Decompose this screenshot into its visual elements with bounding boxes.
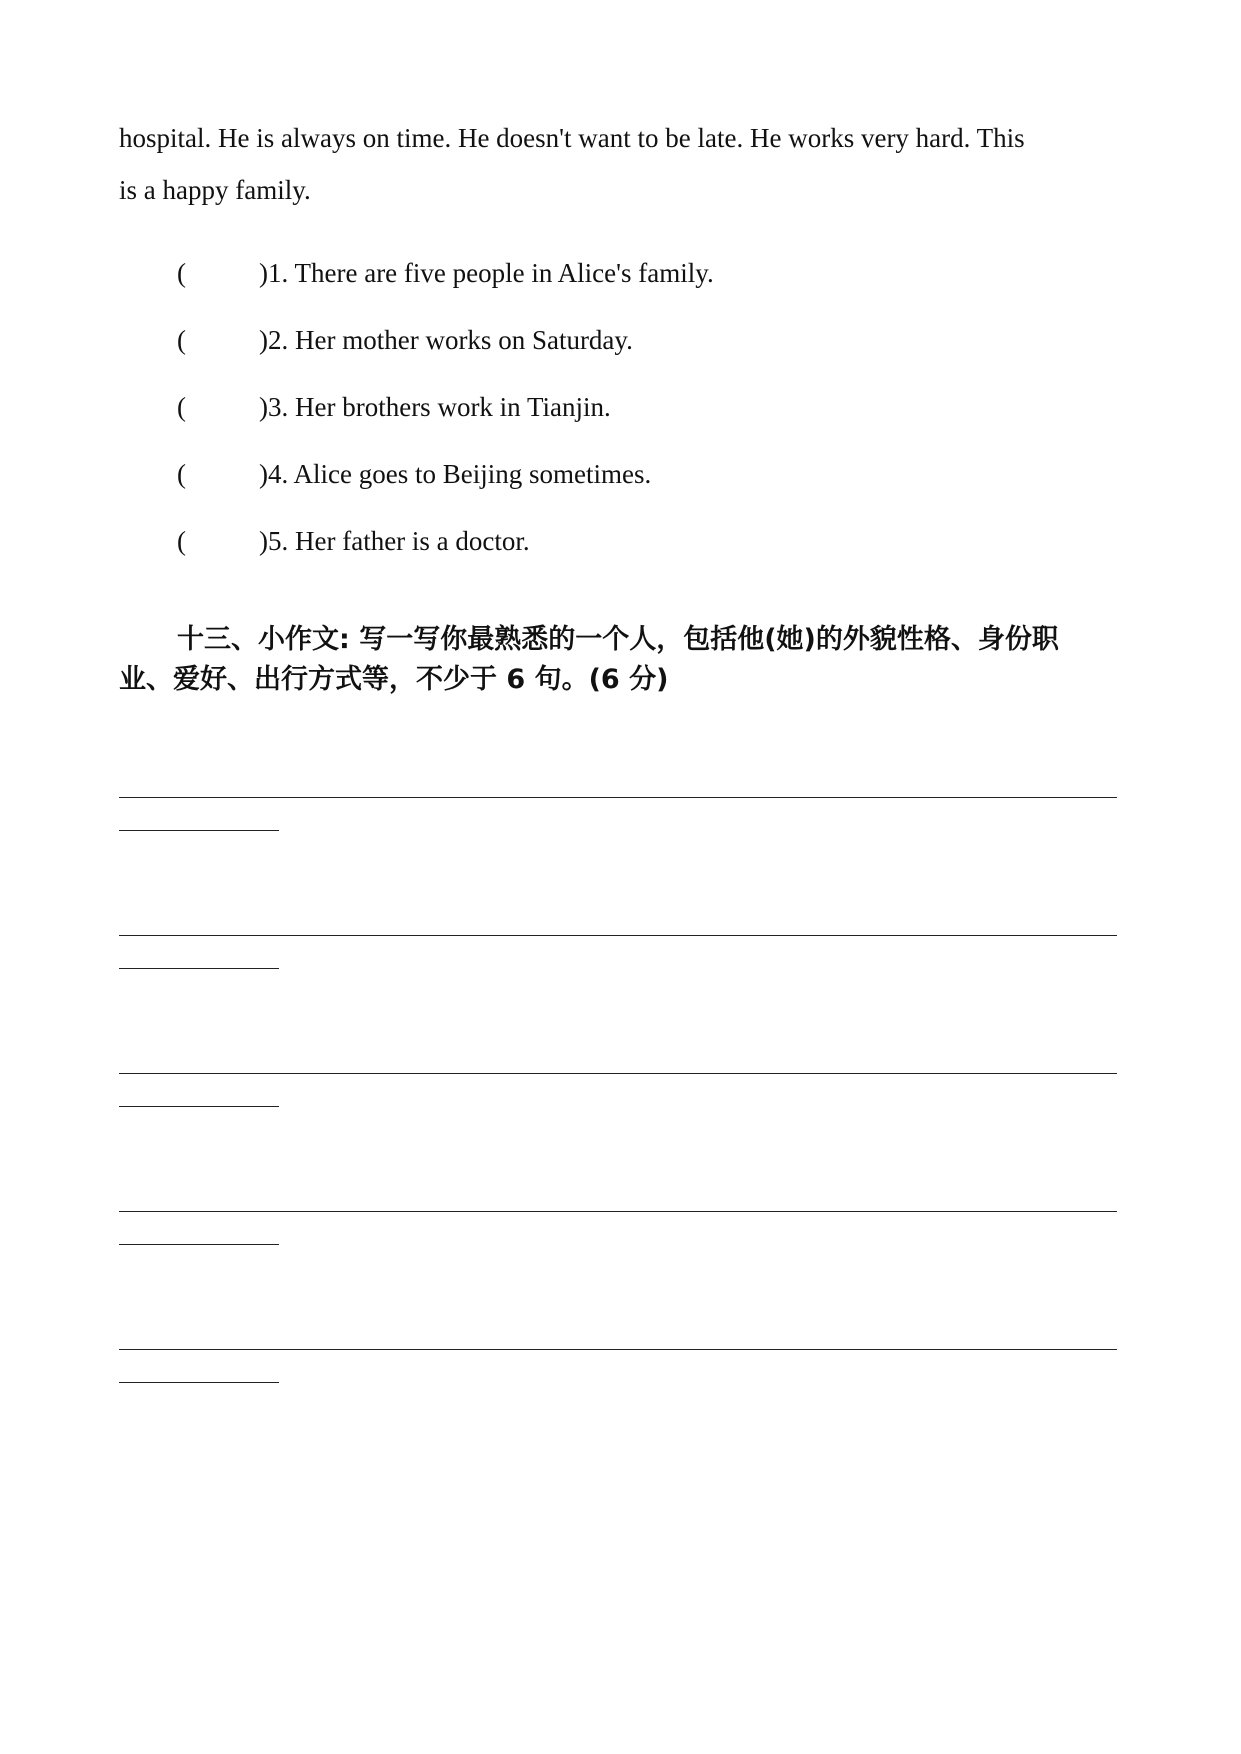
writing-line-4[interactable] <box>119 1211 1117 1212</box>
section-title-line-2: 业、爱好、出行方式等，不少于 6 句。(6 分) <box>119 664 669 695</box>
writing-line-5-end[interactable] <box>119 1382 279 1383</box>
question-3-text: )3. Her brothers work in Tianjin. <box>259 392 611 422</box>
answer-blank-2[interactable]: ( <box>177 325 186 355</box>
question-3 <box>177 390 611 424</box>
question-1-text: )1. There are five people in Alice's family. <box>259 258 714 288</box>
writing-line-4-end[interactable] <box>119 1244 279 1245</box>
writing-line-3-end[interactable] <box>119 1106 279 1107</box>
answer-blank-4[interactable]: ( <box>177 459 186 489</box>
answer-blank-3[interactable]: ( <box>177 392 186 422</box>
question-2-text: )2. Her mother works on Saturday. <box>259 325 633 355</box>
writing-line-1-end[interactable] <box>119 830 279 831</box>
passage-line-1: hospital. He is always on time. He doesn't want to be late. He works very hard. This <box>119 123 1025 153</box>
writing-line-2[interactable] <box>119 935 1117 936</box>
question-4 <box>177 457 651 491</box>
answer-blank-5[interactable]: ( <box>177 526 186 556</box>
composition-section-title <box>119 620 1129 700</box>
passage-line-2: is a happy family. <box>119 175 311 205</box>
question-5-text: )5. Her father is a doctor. <box>259 526 530 556</box>
writing-line-3[interactable] <box>119 1073 1117 1074</box>
answer-blank-1[interactable]: ( <box>177 258 186 288</box>
question-5 <box>177 524 530 558</box>
question-4-text: )4. Alice goes to Beijing sometimes. <box>259 459 652 489</box>
writing-line-5[interactable] <box>119 1349 1117 1350</box>
writing-line-2-end[interactable] <box>119 968 279 969</box>
writing-line-1[interactable] <box>119 797 1117 798</box>
question-2 <box>177 323 633 357</box>
question-1 <box>177 256 714 290</box>
reading-passage <box>119 112 1129 216</box>
section-title-line-1: 十三、小作文: 写一写你最熟悉的一个人，包括他(她)的外貌性格、身份职 <box>177 624 1059 655</box>
